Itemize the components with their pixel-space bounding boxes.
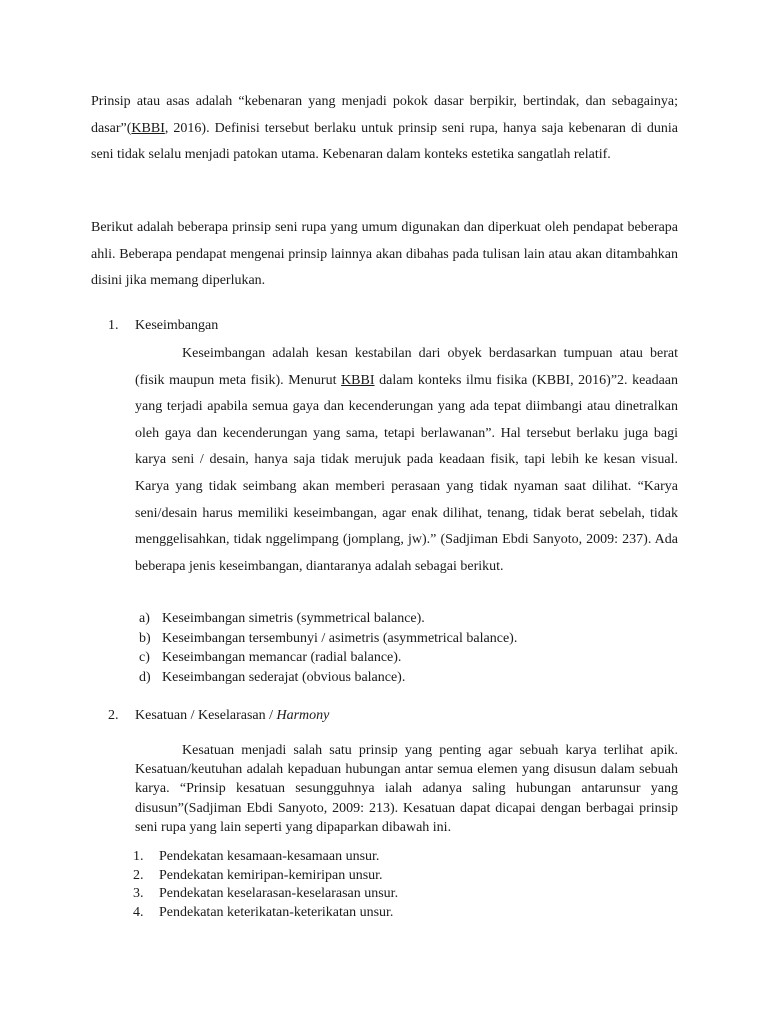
intro-paragraph (91, 89, 678, 169)
list-marker: 3. (133, 886, 144, 902)
list-item-text: Pendekatan keselarasan-keselarasan unsur. (159, 886, 399, 902)
kbbi-link[interactable]: KBBI (131, 120, 165, 136)
list-item-text: Keseimbangan sederajat (obvious balance). (162, 670, 406, 686)
section-body-text-start: Keseimbangan adalah kesan kestabilan dari obyek berdasarkan tumpuan atau berat (fisik maupun meta fisik). Menurut (135, 346, 678, 388)
intro-text-start: Prinsip atau asas adalah “kebenaran yang menjadi pokok dasar berpikir, bertindak, dan sebagainya; dasar”( (91, 94, 678, 136)
list-item-text: Pendekatan kesamaan-kesamaan unsur. (159, 849, 380, 864)
list-marker: 1. (133, 849, 144, 864)
section-body-kesatuan: Kesatuan menjadi salah satu prinsip yang penting agar sebuah karya terlihat apik. Kesatuan/keutuhan adalah kepaduan hubungan antar semua elemen yang disusun dalam sebuah karya. “Prinsip kesatuan sesungguhnya ialah adanya saling hubungan antarunsur yang disusun”(Sadjiman Ebdi Sanyoto, 2009: 213). Kesatuan dapat dicapai dengan berbagai prinsip seni rupa yang lain seperti yang dipaparkan dibawah ini. (135, 743, 678, 835)
list-marker: 2. (133, 867, 144, 883)
list-item-text: Pendekatan kemiripan-kemiripan unsur. (159, 867, 383, 883)
section-title (135, 706, 329, 726)
section-number: 1. (108, 318, 119, 333)
list-item-text: Keseimbangan simetris (symmetrical balance). (162, 611, 425, 626)
list-item-text: Keseimbangan memancar (radial balance). (162, 650, 402, 666)
section-body-text-end: dalam konteks ilmu fisika (KBBI, 2016)”2. keadaan yang terjadi apabila semua gaya dan kecenderungan yang ada tepat diimbangi atau dinetralkan oleh gaya dan kecenderungan yang sama, tetapi berlawanan”. Hal tersebut berlaku juga bagi karya seni / desain, hanya saja tidak merujuk pada keadaan fisik, tapi lebih ke kesan visual. Karya yang tidak seimbang akan memberi perasaan yang tidak nyaman saat dilihat. “Karya seni/desain harus memiliki keseimbangan, agar enak dilihat, tenang, tidak berat sebelah, tidak menggelisahkan, tidak nggelimpang (jomplang, jw).” (Sadjiman Ebdi Sanyoto, 2009: 237). Ada beberapa jenis keseimbangan, diantaranya adalah sebagai berikut. (135, 372, 678, 574)
list-marker: a) (139, 611, 150, 626)
list-item-text: Pendekatan keterikatan-keterikatan unsur. (159, 905, 394, 921)
list-marker: c) (139, 650, 150, 666)
list-marker: d) (139, 670, 151, 686)
section-body-keseimbangan (135, 341, 678, 580)
intro-text-end: , 2016). Definisi tersebut berlaku untuk prinsip seni rupa, hanya saja kebenaran di dunia seni tidak selalu menjadi patokan utama. Kebenaran dalam konteks estetika sangatlah relatif. (91, 120, 678, 162)
section-title-italic: Harmony (276, 708, 330, 723)
section-title-plain: Kesatuan / Keselarasan / (135, 708, 277, 723)
list-item-text: Keseimbangan tersembunyi / asimetris (asymmetrical balance). (162, 630, 518, 646)
second-paragraph: Berikut adalah beberapa prinsip seni rupa yang umum digunakan dan diperkuat oleh pendapat beberapa ahli. Beberapa pendapat mengenai prinsip lainnya akan dibahas pada tulisan lain atau akan ditambahkan disini jika memang diperlukan. (91, 220, 678, 288)
list-marker: 4. (133, 905, 144, 921)
list-marker: b) (139, 630, 151, 646)
kbbi-link[interactable]: KBBI (341, 372, 375, 388)
section-title: Keseimbangan (135, 318, 219, 333)
section-number: 2. (108, 708, 119, 723)
